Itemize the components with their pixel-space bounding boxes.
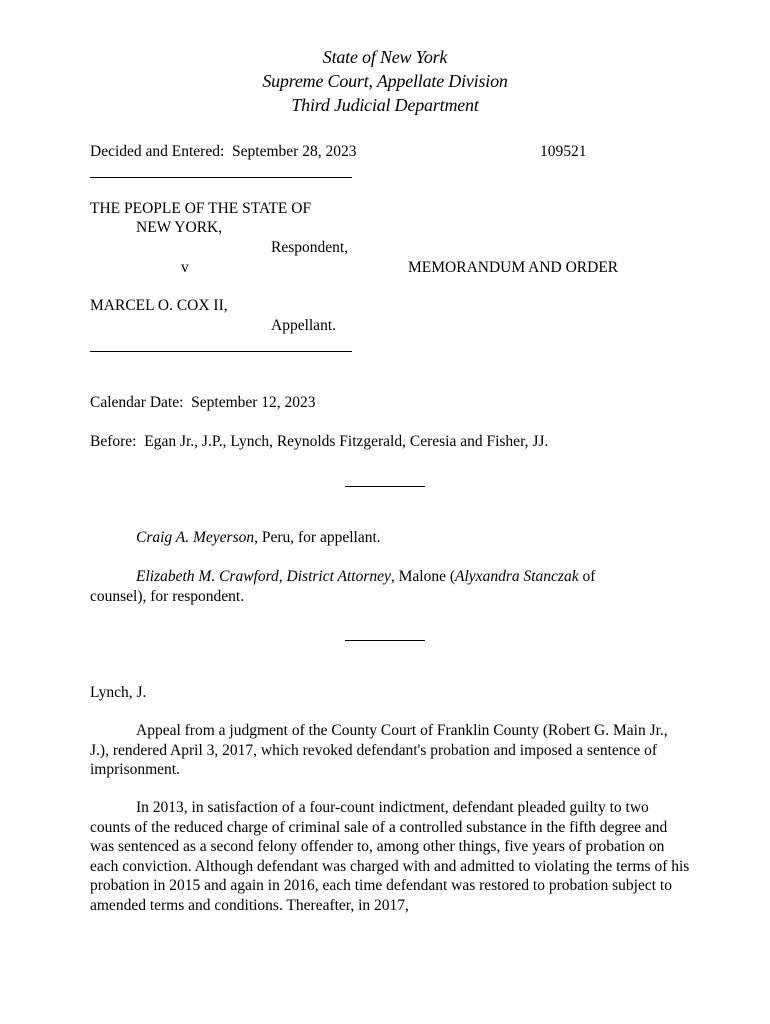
opinion-author: Lynch, J. — [90, 684, 147, 701]
respondent-counsel — [90, 567, 650, 606]
respondent-counsel-rest: of counsel), for respondent. — [90, 568, 596, 605]
opinion-paragraph-2: In 2013, in satisfaction of a four-count indictment, defendant pleaded guilty to two counts of the reduced charge of criminal sale of a controlled substance in the fifth degree and was sentenced as a second felony offender to, among other things, five years of probation on each conviction. Although defendant was charged with and admitted to violating the terms of his probation in 2015 and again in 2016, each time defendant was restored to probation subject to amended terms and conditions. Thereafter, in 2017, — [90, 799, 690, 914]
court-name: Supreme Court, Appellate Division — [262, 71, 508, 91]
separator-rule-1 — [345, 486, 425, 487]
defendant-name: MARCEL O. COX II, — [90, 297, 228, 314]
document-type: MEMORANDUM AND ORDER — [408, 259, 619, 276]
decided-label: Decided and Entered: — [90, 143, 225, 160]
appellant-counsel-rest: , Peru, for appellant. — [254, 529, 381, 546]
defendant-role: Appellant. — [271, 317, 336, 334]
panel-judges: Egan Jr., J.P., Lynch, Reynolds Fitzgerald, Ceresia and Fisher, JJ. — [144, 433, 549, 450]
opinion-paragraph-1: Appeal from a judgment of the County Court of Franklin County (Robert G. Main Jr., J.), rendered April 3, 2017, which revoked defendant's probation and imposed a sentence of imprisonment. — [90, 722, 668, 778]
plaintiff-role: Respondent, — [271, 239, 349, 256]
appellant-counsel — [136, 528, 381, 548]
court-department: Third Judicial Department — [291, 95, 479, 115]
panel — [90, 432, 548, 452]
decided-date: September 28, 2023 — [232, 143, 357, 160]
calendar-date — [90, 393, 316, 413]
calendar-label: Calendar Date: — [90, 394, 184, 411]
plaintiff-line1: THE PEOPLE OF THE STATE OF — [90, 200, 312, 217]
caption-bottom-rule — [90, 351, 352, 352]
calendar-value: September 12, 2023 — [191, 394, 316, 411]
panel-label: Before: — [90, 433, 137, 450]
respondent-counsel-mid: , Malone ( — [390, 568, 456, 585]
decided-entered — [90, 142, 356, 162]
plaintiff-line2: NEW YORK, — [136, 219, 223, 236]
court-state: State of New York — [322, 47, 448, 67]
respondent-counsel-name: Elizabeth M. Crawford, District Attorney — [136, 568, 391, 585]
respondent-of-counsel: Alyxandra Stanczak — [455, 568, 579, 585]
versus: v — [181, 259, 189, 276]
caption-top-rule — [90, 177, 352, 178]
appellant-counsel-name: Craig A. Meyerson — [136, 529, 255, 546]
separator-rule-2 — [345, 640, 425, 641]
docket-number: 109521 — [540, 143, 587, 160]
